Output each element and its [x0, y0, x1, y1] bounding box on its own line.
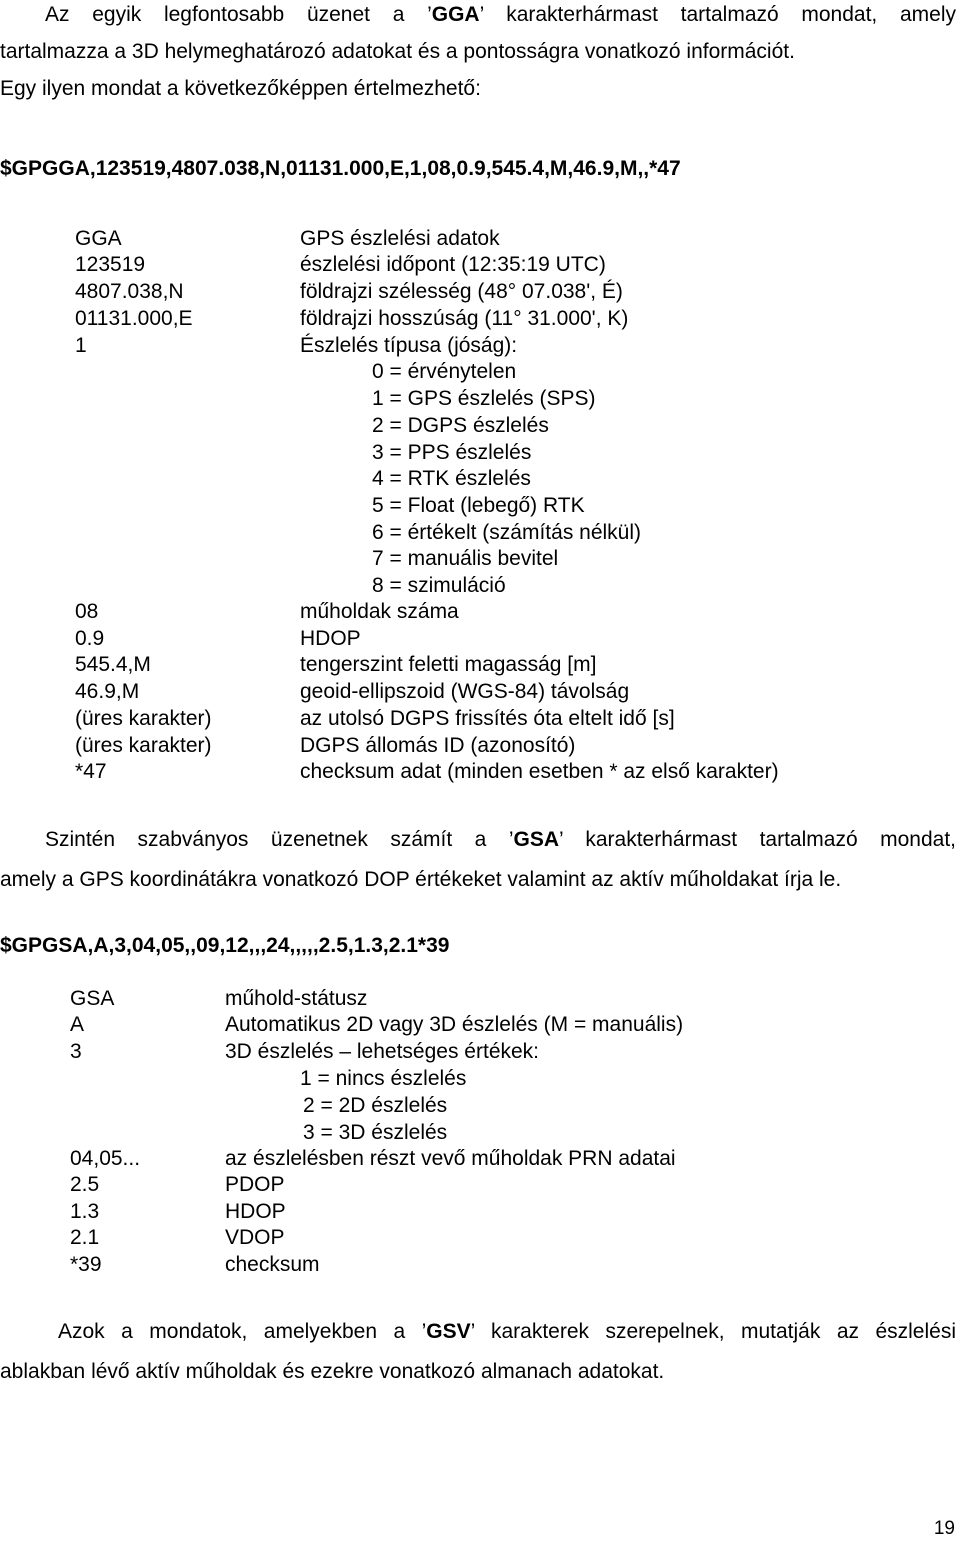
fix-type-option: 6 = értékelt (számítás nélkül) [372, 521, 642, 544]
fix-type-option: 2 = 2D észlelés [303, 1094, 448, 1117]
field-desc: VDOP [225, 1226, 285, 1249]
gsa-intro-line-2: amely a GPS koordinátákra vonatkozó DOP értékeket valamint az aktív műholdakat írja le. [0, 868, 842, 891]
field-desc: PDOP [225, 1173, 285, 1196]
field-desc: 3D észlelés – lehetséges értékek: [225, 1040, 540, 1063]
fix-type-option: 8 = szimuláció [372, 574, 506, 597]
fix-type-option: 4 = RTK észlelés [372, 467, 531, 490]
fix-type-option: 7 = manuális bevitel [372, 547, 559, 570]
field-key: (üres karakter) [75, 707, 212, 730]
field-key: *39 [70, 1253, 102, 1276]
field-key: 2.1 [70, 1226, 100, 1249]
field-desc: Észlelés típusa (jóság): [300, 334, 518, 357]
fix-type-option: 0 = érvénytelen [372, 360, 517, 383]
field-key: GGA [75, 227, 122, 250]
field-desc: műholdak száma [300, 600, 459, 623]
field-desc: GPS észlelési adatok [300, 227, 500, 250]
fix-type-option: 1 = GPS észlelés (SPS) [372, 387, 596, 410]
field-key: 04,05... [70, 1147, 141, 1170]
field-desc: észlelési időpont (12:35:19 UTC) [300, 253, 606, 276]
gga-intro-line-3: Egy ilyen mondat a következőképpen értelmezhető: [0, 77, 481, 100]
fix-type-option: 3 = PPS észlelés [372, 441, 532, 464]
fix-type-option: 2 = DGPS észlelés [372, 414, 549, 437]
field-desc: az utolsó DGPS frissítés óta eltelt idő [s] [300, 707, 675, 730]
field-desc: földrajzi hosszúság (11° 31.000', K) [300, 307, 629, 330]
field-desc: DGPS állomás ID (azonosító) [300, 734, 576, 757]
gsv-code: GSV [426, 1320, 471, 1343]
gsa-sentence: $GPGSA,A,3,04,05,,09,12,,,24,,,,,2.5,1.3,2.1*39 [0, 934, 450, 957]
gga-sentence: $GPGGA,123519,4807.038,N,01131.000,E,1,08,0.9,545.4,M,46.9,M,,*47 [0, 157, 681, 180]
fix-type-option: 5 = Float (lebegő) RTK [372, 494, 585, 517]
gsv-intro-line-1: Azok a mondatok, amelyekben a ’GSV’ karakterek szerepelnek, mutatják az észlelési [58, 1320, 956, 1343]
fix-type-option: 1 = nincs észlelés [300, 1067, 467, 1090]
field-key: (üres karakter) [75, 734, 212, 757]
field-desc: műhold-státusz [225, 987, 368, 1010]
fix-type-option: 3 = 3D észlelés [303, 1121, 448, 1144]
field-desc: HDOP [225, 1200, 286, 1223]
field-key: 01131.000,E [75, 307, 193, 330]
page-number: 19 [933, 1518, 955, 1539]
gga-intro-line-2: tartalmazza a 3D helymeghatározó adatokat és a pontosságra vonatkozó információt. [0, 40, 795, 63]
field-desc: Automatikus 2D vagy 3D észlelés (M = manuális) [225, 1013, 684, 1036]
field-key: *47 [75, 760, 107, 783]
field-key: 46.9,M [75, 680, 140, 703]
field-key: 1 [75, 334, 87, 357]
field-desc: checksum [225, 1253, 320, 1276]
field-desc: checksum adat (minden esetben * az első karakter) [300, 760, 779, 783]
field-desc: az észlelésben részt vevő műholdak PRN adatai [225, 1147, 676, 1170]
field-key: 0.9 [75, 627, 105, 650]
field-desc: földrajzi szélesség (48° 07.038', É) [300, 280, 623, 303]
field-key: GSA [70, 987, 115, 1010]
field-key: A [70, 1013, 85, 1036]
field-key: 545.4,M [75, 653, 151, 676]
field-key: 08 [75, 600, 99, 623]
gsa-intro-line-1: Szintén szabványos üzenetnek számít a ’GSA’ karakterhármast tartalmazó mondat, [45, 828, 956, 851]
gsa-code: GSA [513, 828, 559, 851]
field-key: 4807.038,N [75, 280, 184, 303]
field-key: 123519 [75, 253, 146, 276]
field-desc: HDOP [300, 627, 361, 650]
gsv-intro-line-2: ablakban lévő aktív műholdak és ezekre vonatkozó almanach adatokat. [0, 1360, 665, 1383]
field-desc: geoid-ellipszoid (WGS-84) távolság [300, 680, 630, 703]
gga-intro-line-1: Az egyik legfontosabb üzenet a ’GGA’ karakterhármast tartalmazó mondat, amely [45, 3, 956, 26]
field-desc: tengerszint feletti magasság [m] [300, 653, 597, 676]
field-key: 1.3 [70, 1200, 100, 1223]
field-key: 3 [70, 1040, 82, 1063]
field-key: 2.5 [70, 1173, 100, 1196]
gga-code: GGA [431, 3, 480, 26]
